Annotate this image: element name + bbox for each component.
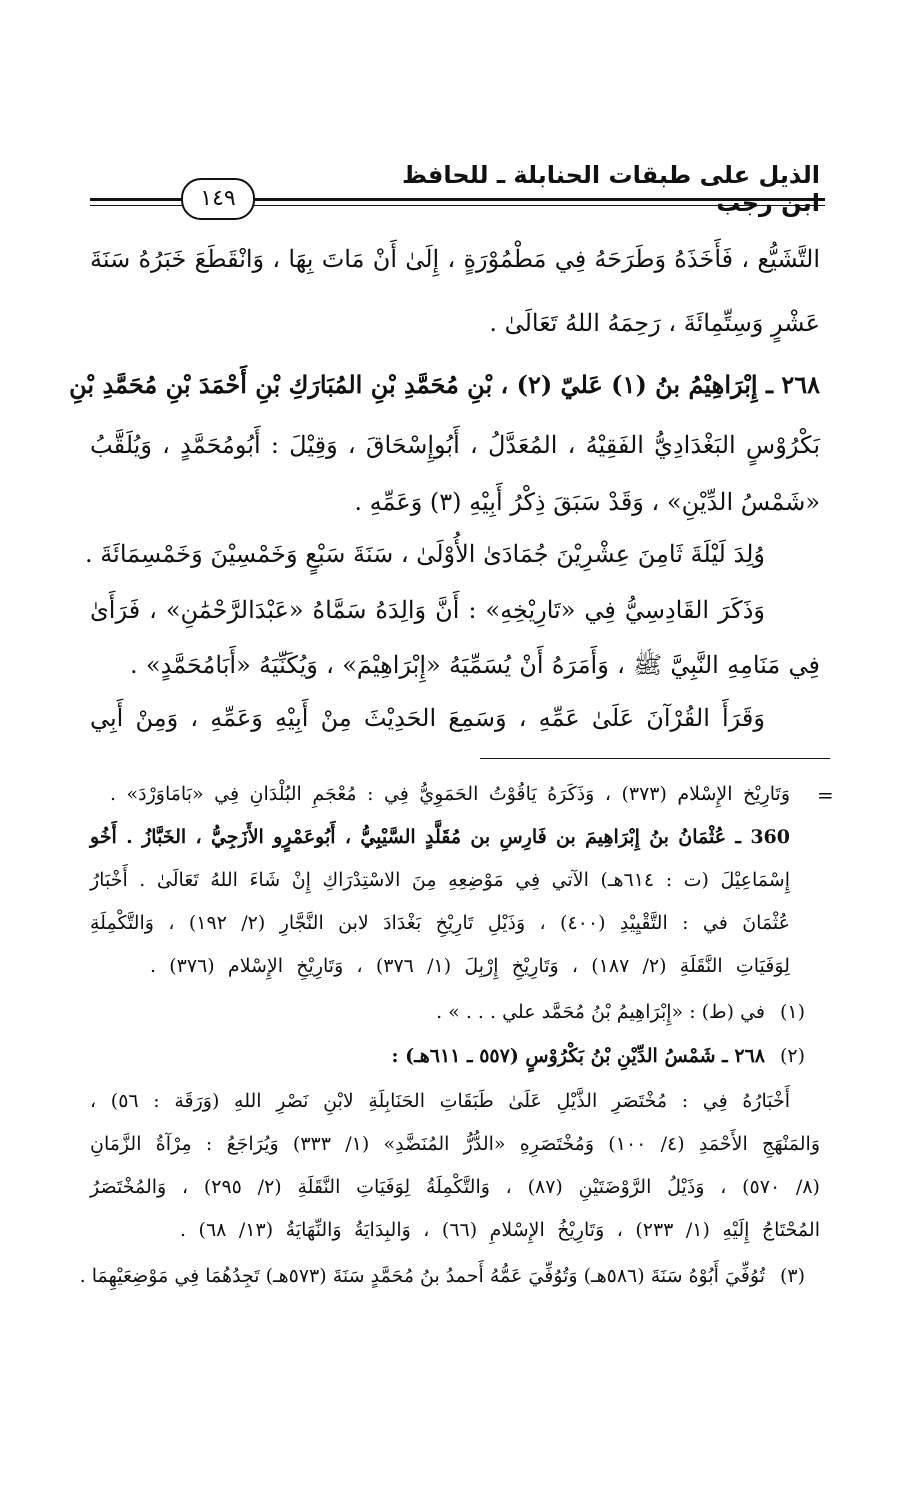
footnote-text: (٨/ ٥٧٠) ، وَذَيْلُ الرَّوْضَتَيْنِ (٨٧) ، وَالتَّكْمِلَةُ لِوَفَيَاتِ النَّقَلَةِ (٢/ ٢٩٥) ، وَالمُخْتَصَرُ bbox=[90, 1176, 820, 1198]
header-rule bbox=[247, 198, 825, 201]
main-text-line: وَقَرَأَ القُرْآنَ عَلَىٰ عَمِّهِ ، وَسَمِعَ الحَدِيْثَ مِنْ أَبِيْهِ وَعَمِّهِ ، وَمِنْ أَبِي bbox=[90, 704, 765, 732]
main-text-line: وَذَكَرَ القَادِسِيُّ فِي «تَارِيْخِهِ» : أَنَّ وَالِدَهُ سَمَّاهُ «عَبْدَالرَّحْمَٰنِ» ، فَرَأَىٰ bbox=[90, 596, 765, 624]
footnote-text: تُوُفِّيَ أَبُوْهُ سَنَةَ (٥٨٦هـ) وَتُوُفِّيَ عَمُّهُ أَحمدُ بنُ مُحَمَّدٍ سَنَةَ (٥٧٣هـ) تَجِدُهُمَا فِي مَوْضِعَيْهِمَا . bbox=[79, 1265, 765, 1287]
footnote-number: (١) bbox=[780, 1001, 806, 1023]
main-text-line: فِي مَنَامِهِ النَّبِيَّ ﷺ ، وَأَمَرَهُ أَنْ يُسَمِّيَهُ «إِبْرَاهِيْمَ» ، وَيُكَنِّيَهُ «أَبَامُحَمَّدٍ» . bbox=[130, 651, 820, 679]
main-text-line: بَكْرُوْسٍ البَغْدَادِيُّ الفَقِيْهُ ، المُعَدَّلُ ، أَبُوإِسْحَاقَ ، وَقِيْلَ : أَبُومُحَمَّدٍ ، وَيُلَقَّبُ bbox=[90, 431, 820, 459]
footnote-continuation-line: لِوَفَيَاتِ النَّقَلَةِ (٢/ ١٨٧) ، وَتَارِيْخِ إِرْبِلَ (١/ ٣٧٦) ، وَتَارِيْخِ الإِسْلام (٣٧٦) . bbox=[150, 955, 790, 977]
header-rule-left bbox=[90, 198, 186, 201]
biography-heading-line: ٢٦٨ ـ إِبْرَاهِيْمُ بنُ (١) عَليّ (٢) ، بْنِ مُحَمَّدِ بْنِ المُبَارَكِ بْنِ أَحْمَدَ بْنِ مُحَمَّدِ بْنِ bbox=[69, 370, 820, 399]
main-text-line: «شَمْسُ الدِّيْنِ» ، وَقَدْ سَبَقَ ذِكْرُ أَبِيْهِ (٣) وَعَمِّهِ . bbox=[354, 488, 820, 516]
page-number: ١٤٩ bbox=[181, 178, 255, 220]
footnote-divider bbox=[480, 758, 830, 759]
footnote-text: المُحْتَاجُ إِلَيْهِ (١/ ٢٣٣) ، وَتَارِيْخُ الإِسْلامِ (٦٦) ، وَالبِدَايَةُ وَالنِّهَايَةُ (١٣/ ٦٨) . bbox=[180, 1219, 820, 1241]
footnote-entry-heading: 360 ـ عُثْمَانُ بنُ إِبْرَاهِيمَ بن فَارِسِ بن مُقَلَّدٍ السَّيْبِيُّ ، أَبُوعَمْرٍو الأَزَجِيُّ ، الخَبَّازُ . أَخُو bbox=[90, 826, 790, 848]
main-text-line: التَّشَيُّع ، فَأَخَذَهُ وَطَرَحَهُ فِي مَطْمُوْرَةٍ ، إِلَىٰ أَنْ مَاتَ بِهَا ، وَانْقَطَعَ خَبَرُهُ سَنَةَ bbox=[90, 245, 820, 273]
header-rule-thin bbox=[247, 205, 825, 206]
footnote-text: وَالمَنْهَجِ الأَحْمَدِ (٤/ ١٠٠) وَمُخْتَصَرِهِ «الدُّرُّ المُنَضَّدِ» (١/ ٣٣٣) وَيُرَاجَعُ : مِرْآةُ الزَّمَانِ bbox=[90, 1133, 820, 1155]
footnote-continuation-line: وَتَارِيْخ الإِسْلام (٣٧٣) ، وَذَكَرَهُ يَاقُوْتُ الحَمَوِيُّ فِي : مُعْجَمِ البُلْدَانِ فِي «بَامَاوَرْدَ» . bbox=[110, 783, 790, 805]
header-rule-left-thin bbox=[90, 205, 186, 206]
footnote-text: أَخْبَارُهُ فِي : مُخْتَصَرِ الذَّيْلِ عَلَىٰ طَبَقَاتِ الحَنَابِلَةِ لابْنِ نَصْرِ اللهِ (وَرَقَة : ٥٦) ، bbox=[90, 1090, 790, 1112]
footnote-continuation-line: عُثْمَانَ في : التَّقْيِيْدِ (٤٠٠) ، وَذَيْلِ تَارِيْخِ بَغْدَادَ لابن النَّجَّارِ (٢/ ١٩٢) ، وَالتَّكْمِلَةِ bbox=[90, 912, 790, 934]
continuation-mark: = bbox=[817, 783, 834, 807]
main-text-line: وُلِدَ لَيْلَةَ ثَامِنَ عِشْرِيْنَ جُمَادَىٰ الأُوْلَىٰ ، سَنَةَ سَبْعٍ وَخَمْسِيْنَ وَخَمْسِمَائَةَ . bbox=[85, 540, 765, 568]
footnote-number: (٣) bbox=[780, 1265, 806, 1287]
footnote-text: في (ط) : «إِبْرَاهِيمُ بْنُ مُحَمَّد علي . . . » . bbox=[436, 1001, 765, 1023]
footnote-biography-heading: ٢٦٨ ـ شَمْسُ الدِّيْنِ بْنُ بَكْرُوْسٍ (٥٥٧ ـ ٦١١هـ) : bbox=[391, 1045, 765, 1067]
footnote-continuation-line: إِسْمَاعِيْلَ (ت : ٦١٤هـ) الآتي فِي مَوْضِعِهِ مِنَ الاسْتِدْرَاكِ إِنْ شَاءَ اللهُ تَعَالَىٰ . أَخْبَارُ bbox=[90, 869, 790, 891]
footnote-number: (٢) bbox=[780, 1045, 806, 1067]
main-text-line: عَشْرٍ وَسِتِّمِائَةَ ، رَحِمَهُ اللهُ تَعَالَىٰ . bbox=[489, 309, 820, 337]
running-header-title: الذيل على طبقات الحنابلة ـ للحافظ ابن رجب bbox=[401, 161, 820, 217]
